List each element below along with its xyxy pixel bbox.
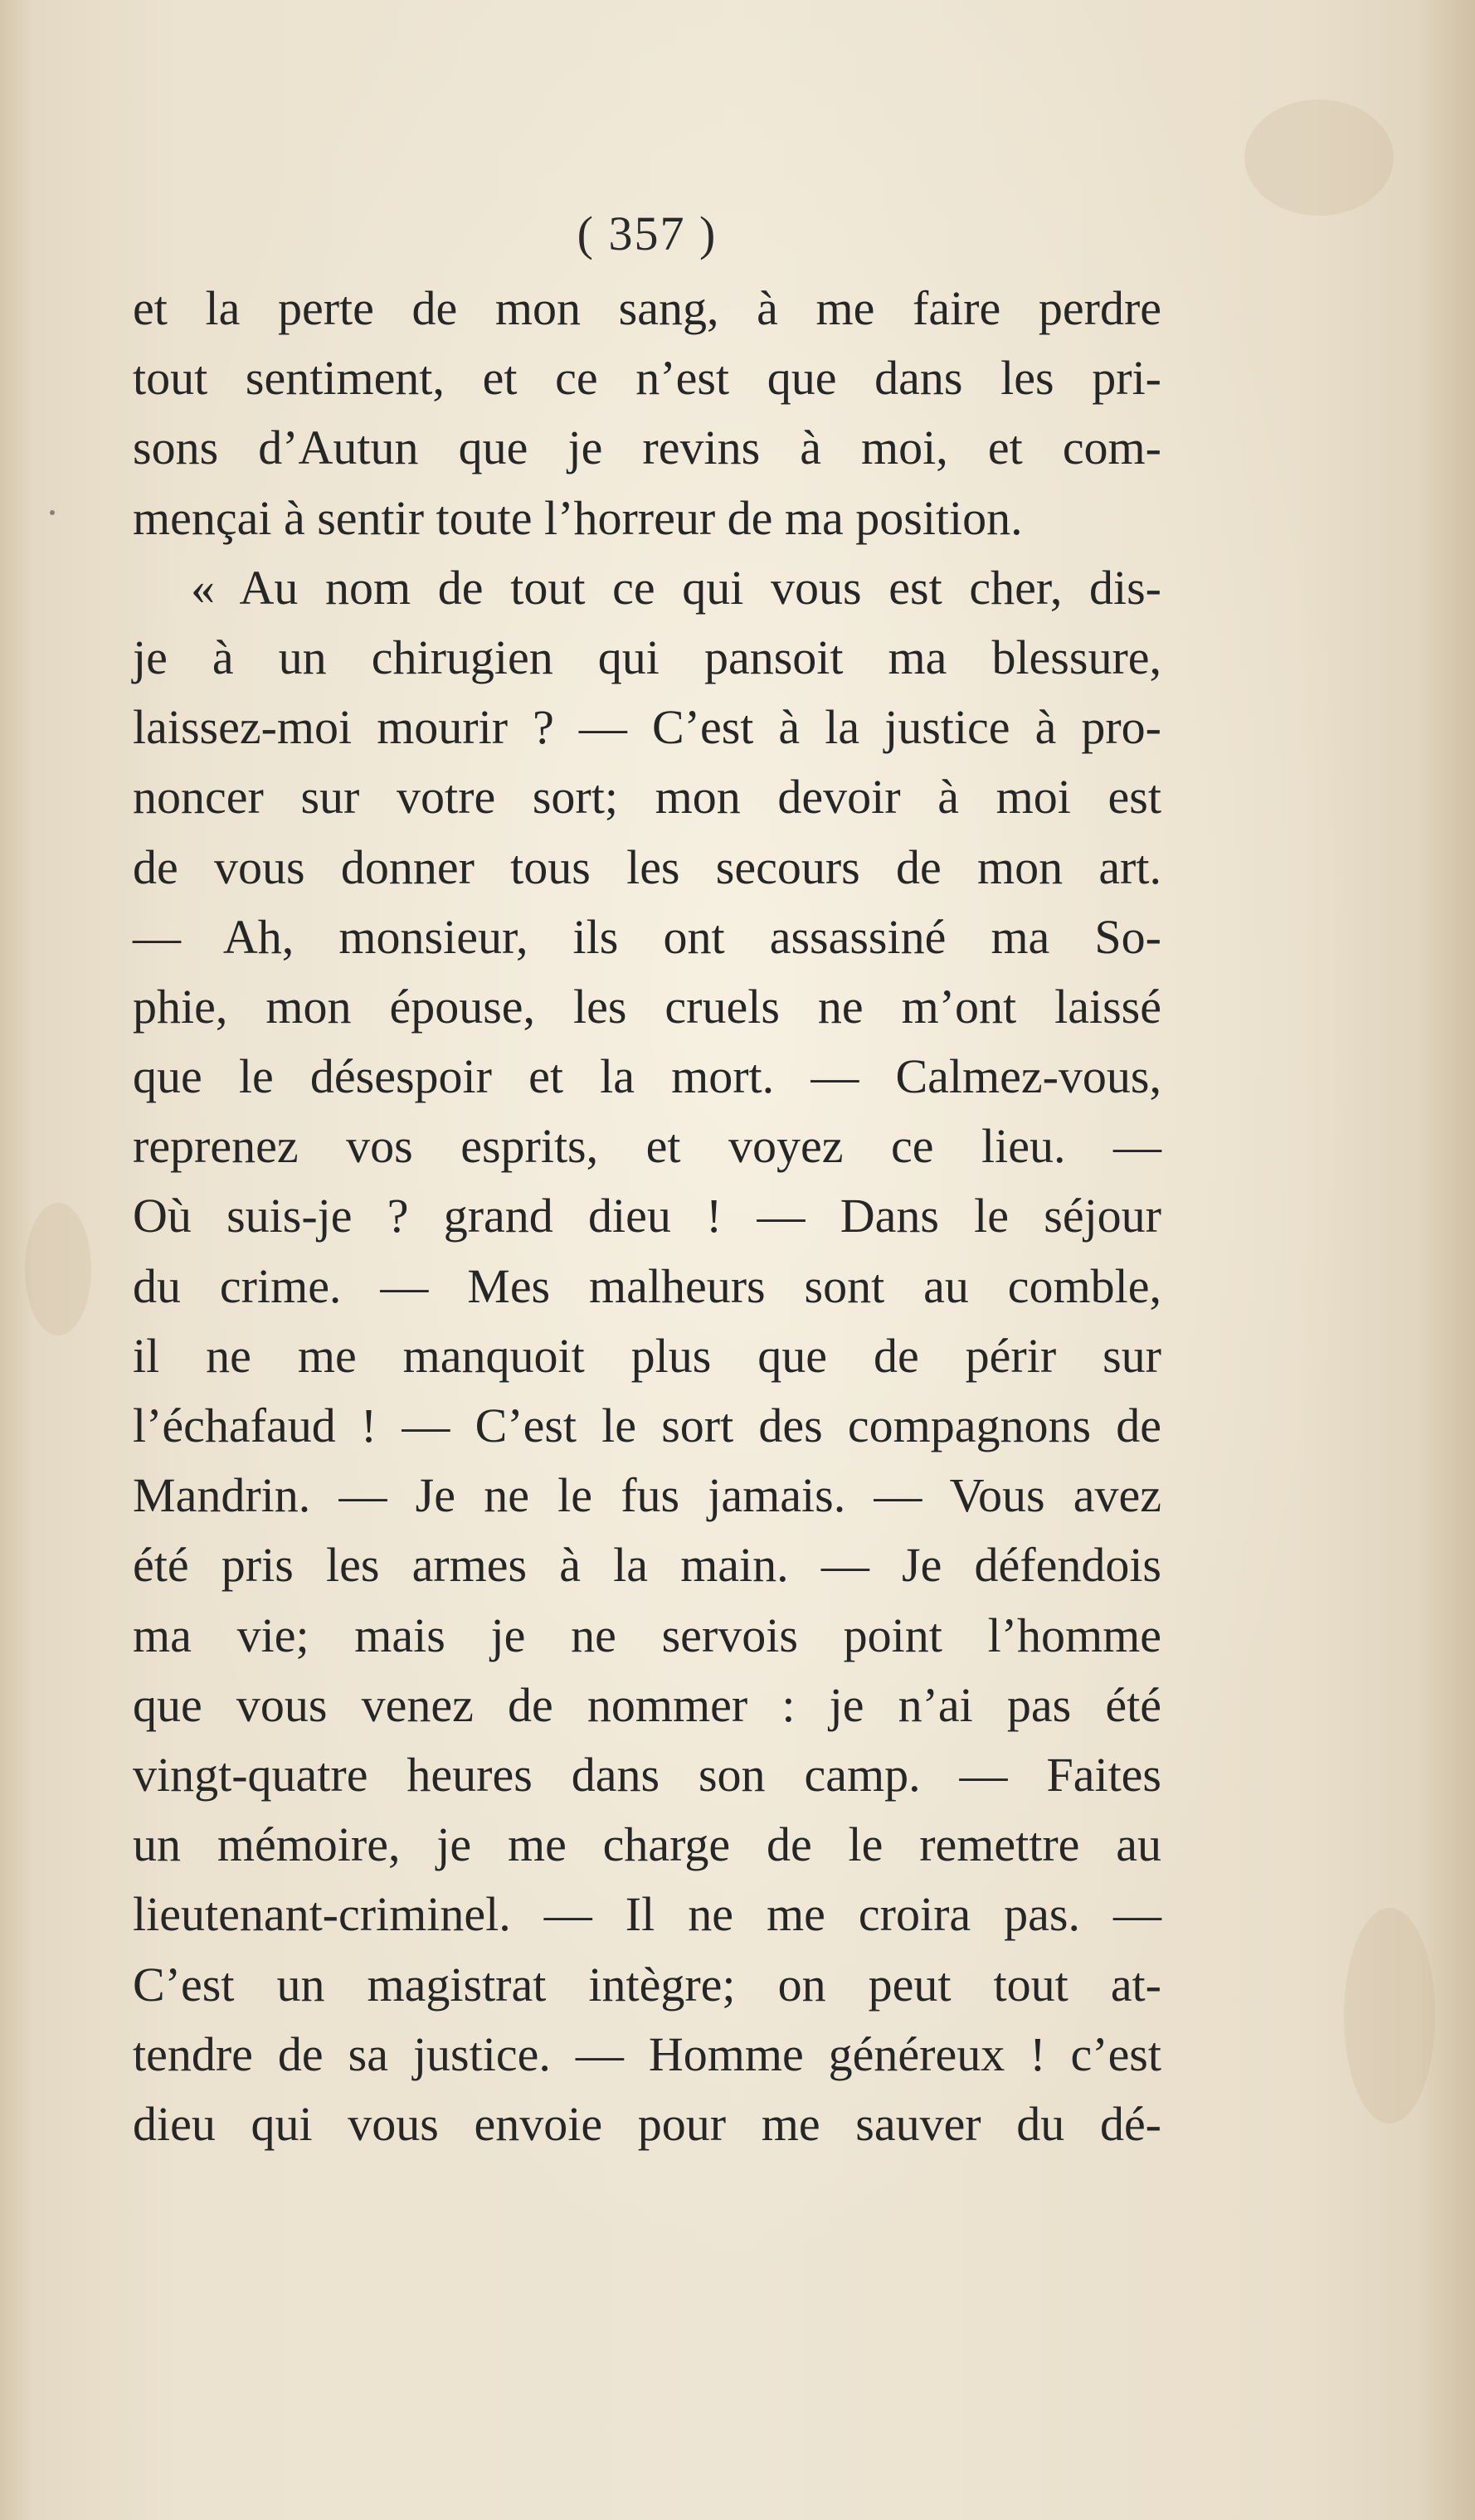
text-line: que vous venez de nommer : je n’ai pas été [133, 1677, 1161, 1732]
paper-stain [1344, 1908, 1435, 2124]
paper-stain [1244, 100, 1394, 216]
text-line: ma vie; mais je ne servois point l’homme [133, 1608, 1161, 1662]
text-line: — Ah, monsieur, ils ont assassiné ma So- [133, 909, 1161, 964]
text-line: laissez-moi mourir ? — C’est à la justice à pro- [133, 700, 1161, 755]
text-line: dieu qui vous envoie pour me sauver du dé- [133, 2096, 1161, 2151]
page-right-edge [1417, 0, 1475, 2520]
text-line: et la perte de mon sang, à me faire perdre [133, 281, 1161, 335]
text-line: tendre de sa justice. — Homme généreux ! c’est [133, 2026, 1161, 2081]
text-line: phie, mon épouse, les cruels ne m’ont laissé [133, 979, 1161, 1034]
text-line: mençai à sentir toute l’horreur de ma position. [133, 490, 1023, 545]
text-line: je à un chirugien qui pansoit ma blessure, [133, 630, 1161, 684]
page-number: ( 357 ) [577, 207, 718, 260]
text-line: reprenez vos esprits, et voyez ce lieu. — [133, 1119, 1161, 1174]
text-line: C’est un magistrat intègre; on peut tout at- [133, 1957, 1161, 2012]
text-line: noncer sur votre sort; mon devoir à moi est [133, 770, 1161, 825]
text-line: du crime. — Mes malheurs sont au comble, [133, 1258, 1161, 1313]
text-line: il ne me manquoit plus que de périr sur [133, 1328, 1161, 1383]
margin-mark [50, 510, 55, 515]
text-line: été pris les armes à la main. — Je défendois [133, 1538, 1161, 1593]
text-line: « Au nom de tout ce qui vous est cher, dis- [191, 560, 1161, 615]
text-line: vingt-quatre heures dans son camp. — Faites [133, 1747, 1161, 1802]
text-line: l’échafaud ! — C’est le sort des compagnons de [133, 1399, 1161, 1452]
text-line: tout sentiment, et ce n’est que dans les pri- [133, 351, 1161, 406]
text-line: Où suis-je ? grand dieu ! — Dans le séjour [133, 1189, 1161, 1243]
text-line: Mandrin. — Je ne le fus jamais. — Vous avez [133, 1468, 1161, 1523]
text-line: lieutenant-criminel. — Il ne me croira pas. — [133, 1887, 1161, 1942]
body-text [133, 274, 1161, 2159]
text-line: sons d’Autun que je revins à moi, et com- [133, 421, 1161, 475]
paper-stain [25, 1203, 91, 1335]
text-line: que le désespoir et la mort. — Calmez-vous, [133, 1049, 1161, 1104]
text-line: un mémoire, je me charge de le remettre au [133, 1817, 1161, 1872]
text-line: de vous donner tous les secours de mon art. [133, 839, 1161, 894]
